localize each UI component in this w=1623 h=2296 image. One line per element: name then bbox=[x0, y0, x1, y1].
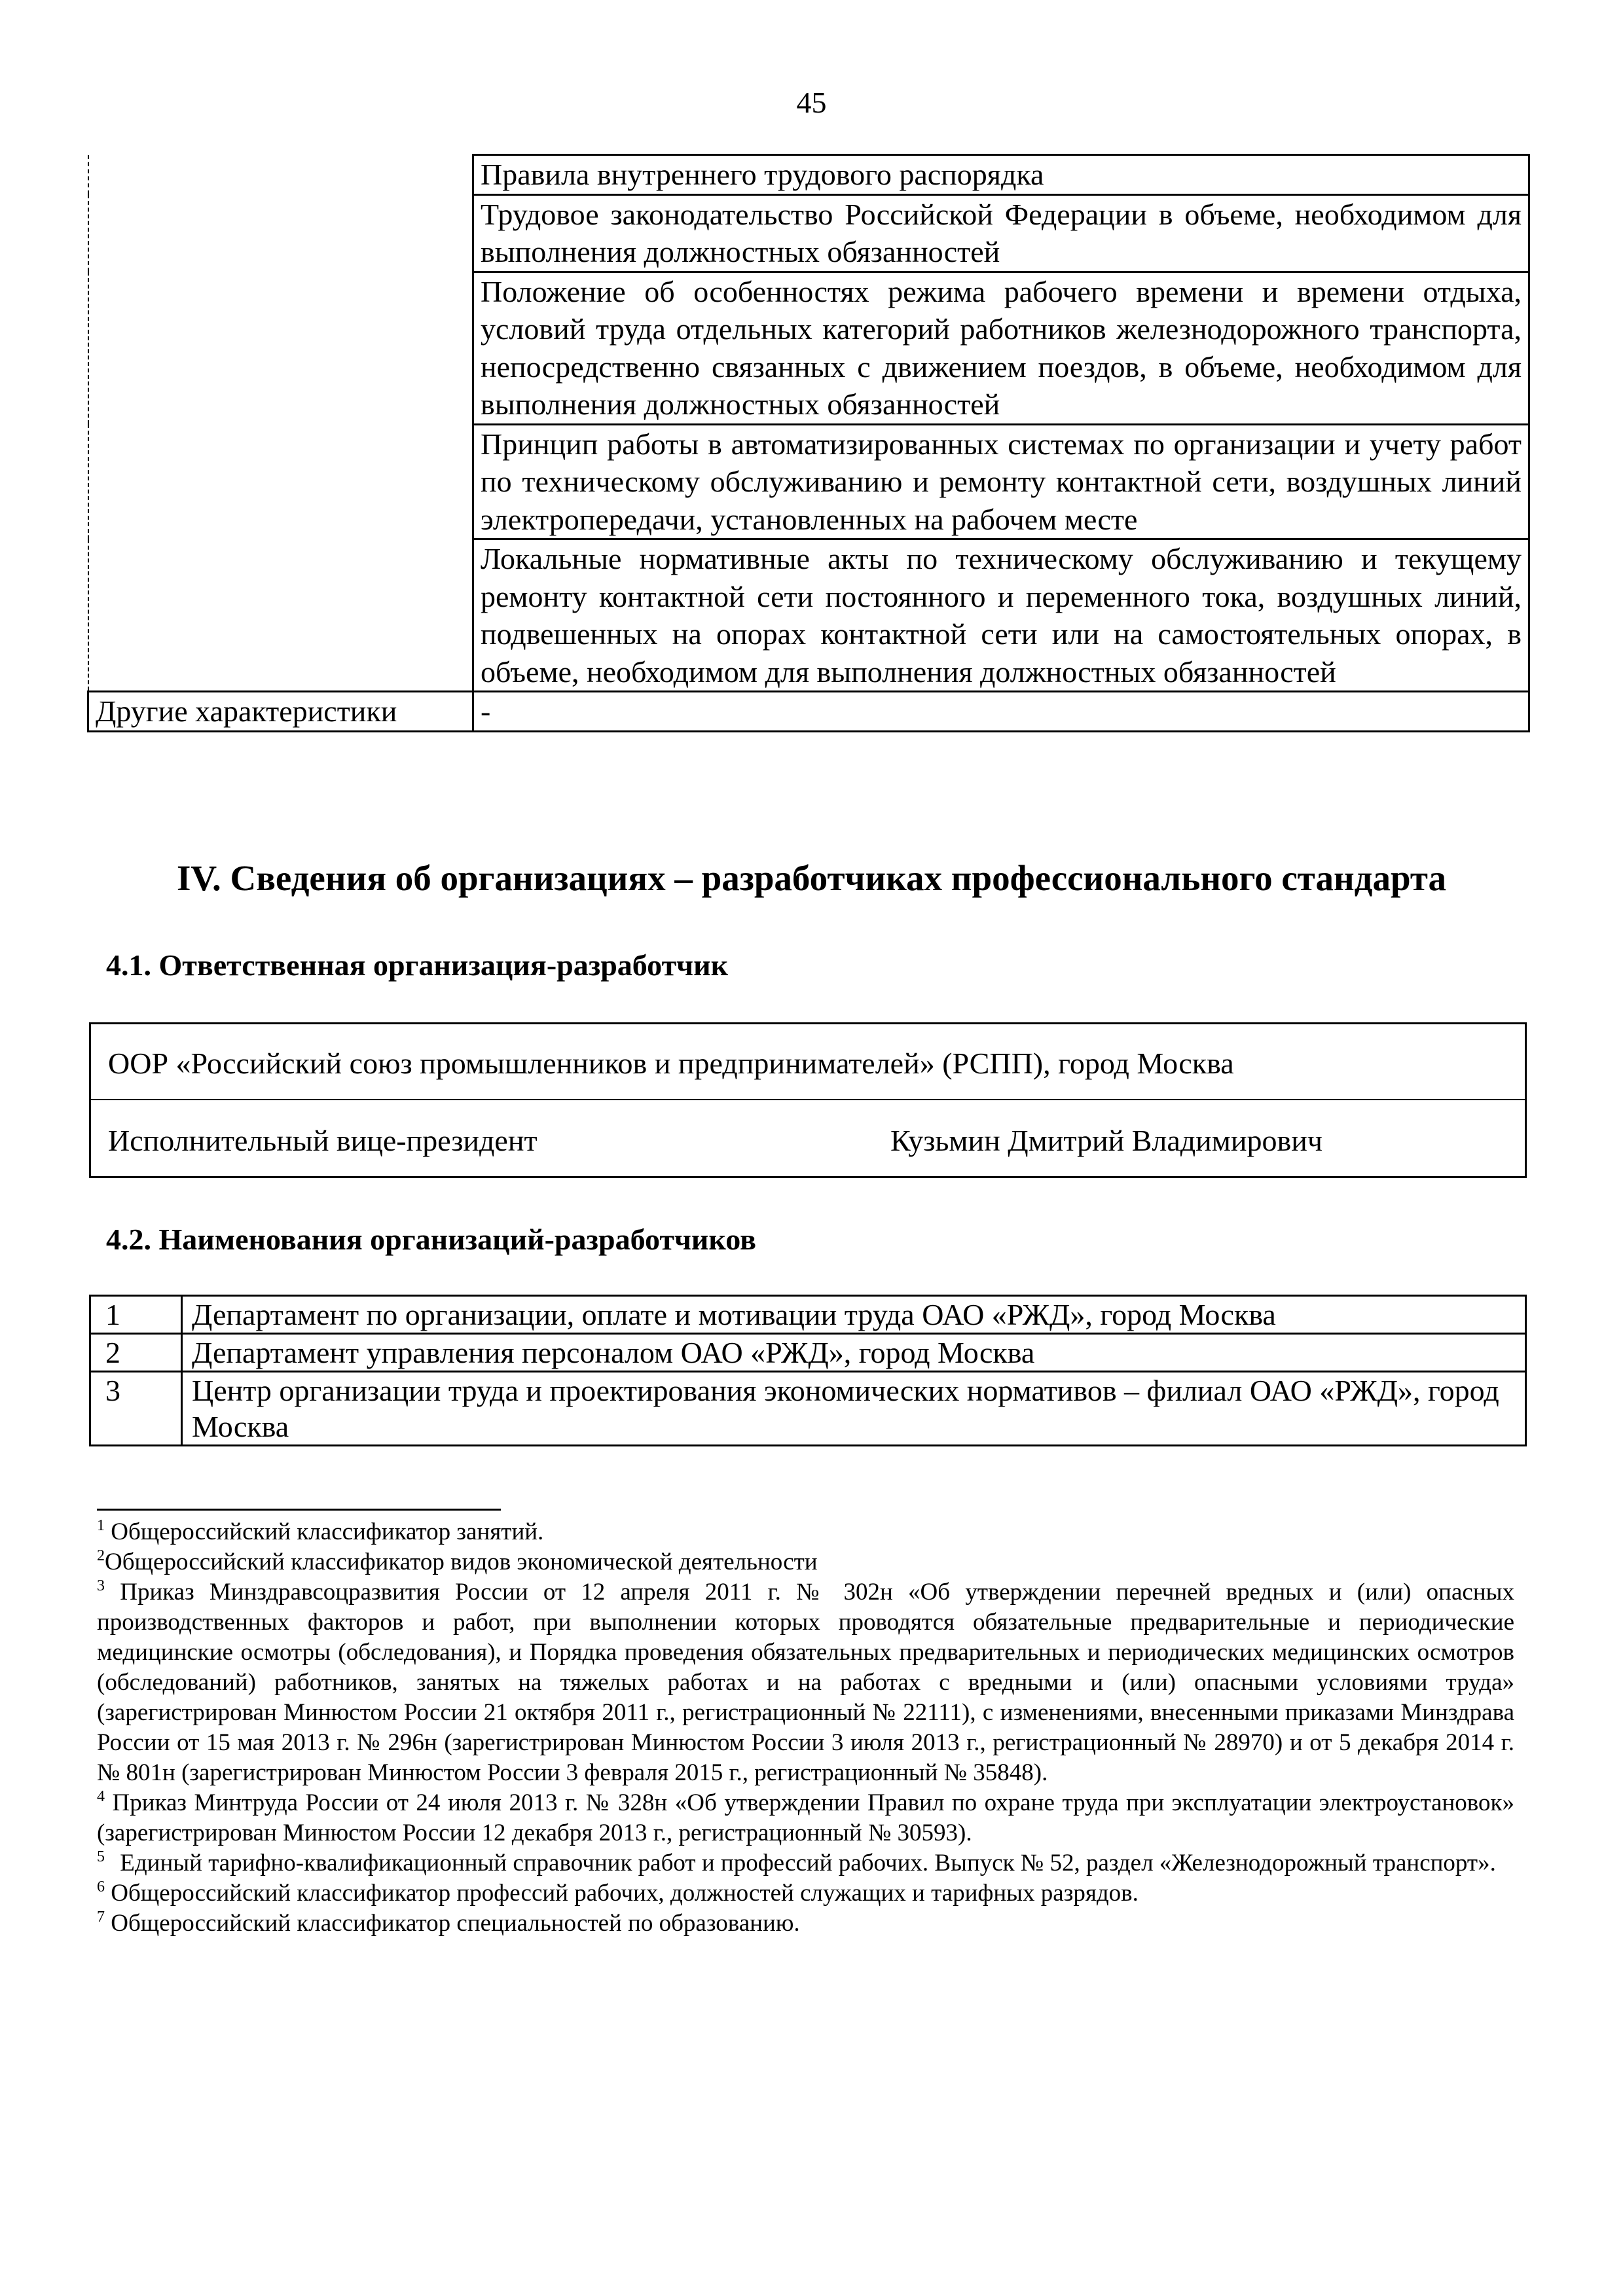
footnote bbox=[97, 1788, 1514, 1848]
requirement-cell: Трудовое законодательство Российской Федерации в объеме, необходимом для выполнения должностных обязанностей bbox=[473, 194, 1529, 272]
footnote bbox=[97, 1517, 1514, 1547]
developer-name: Департамент управления персоналом ОАО «РЖД», город Москва bbox=[182, 1334, 1526, 1372]
responsible-person-name: Кузьмин Дмитрий Владимирович bbox=[890, 1124, 1322, 1157]
requirement-cell: Локальные нормативные акты по техническому обслуживанию и текущему ремонту контактной сети постоянного и переменного тока, воздушных линий, подвешенных на опорах контактной сети или на самостоятельных опорах, в объеме, необходимом для выполнения должностных обязанностей bbox=[473, 539, 1529, 692]
developer-number: 3 bbox=[90, 1372, 182, 1446]
footnote bbox=[97, 1878, 1514, 1909]
developer-number: 1 bbox=[90, 1296, 182, 1334]
responsible-person-position: Исполнительный вице-президент bbox=[108, 1124, 538, 1157]
developers-table bbox=[89, 1295, 1527, 1446]
footnote-separator bbox=[97, 1509, 501, 1511]
other-characteristics-label: Другие характеристики bbox=[88, 692, 473, 732]
footnote-text: Единый тарифно-квалификационный справочник работ и профессий рабочих. Выпуск № 52, раздел «Железнодорожный транспорт». bbox=[120, 1850, 1496, 1876]
footnote bbox=[97, 1547, 1514, 1577]
footnote-mark: 7 bbox=[97, 1909, 105, 1926]
developer-number: 2 bbox=[90, 1334, 182, 1372]
table-row bbox=[88, 692, 1529, 732]
table-row bbox=[90, 1334, 1526, 1372]
responsible-organization-box bbox=[89, 1022, 1527, 1178]
requirement-cell: Принцип работы в автоматизированных системах по организации и учету работ по техническому обслуживанию и ремонту контактной сети, воздушных линий электропередачи, установленных на рабочем месте bbox=[473, 424, 1529, 539]
table-row bbox=[88, 155, 1529, 195]
footnote-mark: 3 bbox=[97, 1577, 105, 1594]
footnote-text: Общероссийский классификатор специальностей по образованию. bbox=[111, 1910, 800, 1937]
subsection-title-developers: 4.2. Наименования организаций-разработчиков bbox=[106, 1223, 756, 1256]
footnote-text: Общероссийский классификатор видов экономической деятельности bbox=[105, 1549, 818, 1575]
table-row bbox=[90, 1296, 1526, 1334]
developer-name: Департамент по организации, оплате и мотивации труда ОАО «РЖД», город Москва bbox=[182, 1296, 1526, 1334]
footnote-mark: 6 bbox=[97, 1878, 105, 1895]
footnote-text: Приказ Минздравсоцразвития России от 12 апреля 2011 г. № 302н «Об утверждении перечней вредных и (или) опасных производственных факторов и работ, при выполнении которых проводятся обязательные предварительные и периодические медицинские осмотры (обследования), и Порядка проведения обязательных предварительных и периодических медицинских осмотров (обследований) работников, занятых на тяжелых работах и на работах с вредными и (или) опасными условиями труда» (зарегистрирован Минюстом России 21 октября 2011 г., регистрационный № 22111), с изменениями, внесенными приказами Минздрава России от 15 мая 2013 г. № 296н (зарегистрирован Минюстом России 3 июля 2013 г., регистрационный № 28970) и от 5 декабря 2014 г. № 801н (зарегистрирован Минюстом России 3 февраля 2015 г., регистрационный № 35848). bbox=[97, 1579, 1514, 1786]
subsection-title-responsible: 4.1. Ответственная организация-разработчик bbox=[106, 948, 729, 982]
footnote-mark: 4 bbox=[97, 1788, 105, 1805]
responsible-organization-name: ООР «Российский союз промышленников и предпринимателей» (РСПП), город Москва bbox=[108, 1047, 1234, 1080]
divider bbox=[91, 1099, 1525, 1100]
requirements-label-cell bbox=[88, 155, 473, 692]
footnote-mark: 2 bbox=[97, 1547, 105, 1564]
other-characteristics-value: - bbox=[473, 692, 1529, 732]
footnote-text: Общероссийский классификатор занятий. bbox=[111, 1518, 544, 1545]
requirements-table bbox=[87, 154, 1530, 732]
footnote-text: Приказ Минтруда России от 24 июля 2013 г. № 328н «Об утверждении Правил по охране труда при эксплуатации электроустановок» (зарегистрирован Минюстом России 12 декабря 2013 г., регистрационный № 30593). bbox=[97, 1789, 1515, 1846]
page-number: 45 bbox=[796, 86, 827, 119]
requirement-cell: Положение об особенностях режима рабочего времени и времени отдыха, условий труда отдельных категорий работников железнодорожного транспорта, непосредственно связанных с движением поездов, в объеме, необходимом для выполнения должностных обязанностей bbox=[473, 272, 1529, 424]
requirement-cell: Правила внутреннего трудового распорядка bbox=[473, 155, 1529, 195]
footnote-mark: 1 bbox=[97, 1517, 105, 1534]
footnotes bbox=[97, 1517, 1514, 1939]
section-title: IV. Сведения об организациях – разработчиках профессионального стандарта bbox=[176, 858, 1447, 898]
footnote bbox=[97, 1909, 1514, 1939]
footnote bbox=[97, 1848, 1514, 1878]
footnote bbox=[97, 1577, 1514, 1788]
table-row bbox=[90, 1372, 1526, 1446]
footnote-text: Общероссийский классификатор профессий рабочих, должностей служащих и тарифных разрядов. bbox=[111, 1880, 1139, 1907]
footnote-mark: 5 bbox=[97, 1848, 105, 1865]
developer-name: Центр организации труда и проектирования экономических нормативов – филиал ОАО «РЖД», город Москва bbox=[182, 1372, 1526, 1446]
